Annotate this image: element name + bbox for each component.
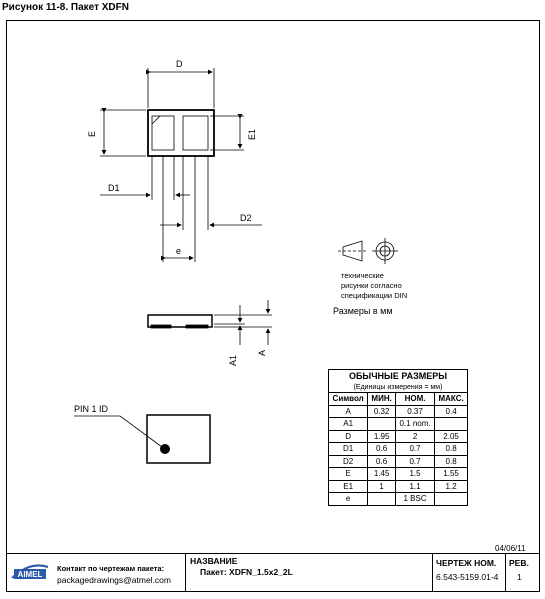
table-cell: 1 BSC — [395, 493, 434, 506]
table-title: ОБЫЧНЫЕ РАЗМЕРЫ — [329, 370, 468, 383]
table-cell: 1.55 — [435, 468, 468, 481]
pin1-dot — [160, 444, 170, 454]
title-block-divider — [185, 553, 186, 591]
drawing-number-value: 6.543-5159.01-4 — [436, 572, 499, 582]
table-row — [329, 468, 468, 481]
title-block-divider — [505, 553, 506, 591]
projection-note-line3: спецификации DIN — [341, 291, 408, 300]
table-cell — [435, 493, 468, 506]
table-cell: A — [329, 405, 368, 418]
drawing-date: 04/06/11 — [495, 544, 526, 553]
drawing-number-label: ЧЕРТЕЖ НОМ. — [436, 558, 497, 568]
table-cell: 0.32 — [368, 405, 396, 418]
table-cell: 1.45 — [368, 468, 396, 481]
bottom-view-body — [147, 415, 210, 463]
table-header: МАКС. — [435, 393, 468, 406]
atmel-logo — [10, 561, 50, 583]
table-row — [329, 418, 468, 431]
label-e: e — [176, 246, 182, 256]
svg-text:AIMEL: AIMEL — [17, 570, 43, 579]
revision-label: РЕВ. — [509, 558, 529, 568]
table-cell: E — [329, 468, 368, 481]
table-row — [329, 405, 468, 418]
contact-email[interactable]: packagedrawings@atmel.com — [57, 575, 171, 585]
table-cell: D — [329, 430, 368, 443]
table-cell: 0.1 nom. — [395, 418, 434, 431]
table-body — [329, 405, 468, 505]
table-row — [329, 443, 468, 456]
table-row — [329, 493, 468, 506]
table-cell — [368, 418, 396, 431]
table-cell: 0.37 — [395, 405, 434, 418]
table-cell: 0.4 — [435, 405, 468, 418]
contact-label: Контакт по чертежам пакета: — [57, 564, 165, 573]
label-E: E — [87, 130, 97, 137]
table-cell — [435, 418, 468, 431]
table-cell: D1 — [329, 443, 368, 456]
label-A: A — [257, 349, 267, 356]
name-label: НАЗВАНИЕ — [190, 556, 238, 566]
table-header: Символ — [329, 393, 368, 406]
table-row — [329, 455, 468, 468]
table-cell: 1 — [368, 480, 396, 493]
table-row — [329, 430, 468, 443]
table-header-row — [329, 393, 468, 406]
table-cell: 0.8 — [435, 455, 468, 468]
table-cell: 1.1 — [395, 480, 434, 493]
table-cell: 1.2 — [435, 480, 468, 493]
label-pin1: PIN 1 ID — [74, 404, 109, 414]
label-D1: D1 — [108, 183, 120, 193]
table-cell: 0.7 — [395, 443, 434, 456]
dimensions-table — [328, 369, 468, 506]
table-cell: 2.05 — [435, 430, 468, 443]
table-cell: 1.95 — [368, 430, 396, 443]
revision-value: 1 — [517, 572, 522, 582]
figure-caption: Рисунок 11-8. Пакет XDFN — [2, 2, 129, 13]
table-cell: 0.6 — [368, 455, 396, 468]
label-D2: D2 — [240, 213, 252, 223]
top-view-body — [148, 110, 214, 156]
projection-note-line1: технические — [341, 271, 384, 280]
table-cell: D2 — [329, 455, 368, 468]
table-cell: E1 — [329, 480, 368, 493]
units-note: Размеры в мм — [333, 306, 393, 316]
label-E1: E1 — [247, 128, 257, 140]
projection-note-line2: рисунки согласно — [341, 281, 402, 290]
table-header: НОМ. — [395, 393, 434, 406]
table-cell: 1.5 — [395, 468, 434, 481]
table-cell — [368, 493, 396, 506]
table-cell: 2 — [395, 430, 434, 443]
table-row — [329, 480, 468, 493]
label-A1: A1 — [228, 354, 238, 366]
title-block-divider — [432, 553, 433, 591]
top-view-pad-right — [183, 116, 208, 150]
table-subtitle: (Единицы измерения = мм) — [329, 382, 468, 393]
table-cell: A1 — [329, 418, 368, 431]
table-header: МИН. — [368, 393, 396, 406]
table-cell: 0.8 — [435, 443, 468, 456]
label-D: D — [176, 59, 183, 69]
projection-symbol — [338, 238, 398, 264]
table-cell: 0.7 — [395, 455, 434, 468]
table-cell: 0.6 — [368, 443, 396, 456]
name-value: Пакет: XDFN_1.5x2_2L — [200, 567, 293, 577]
projection-note — [341, 271, 407, 301]
table-cell: e — [329, 493, 368, 506]
